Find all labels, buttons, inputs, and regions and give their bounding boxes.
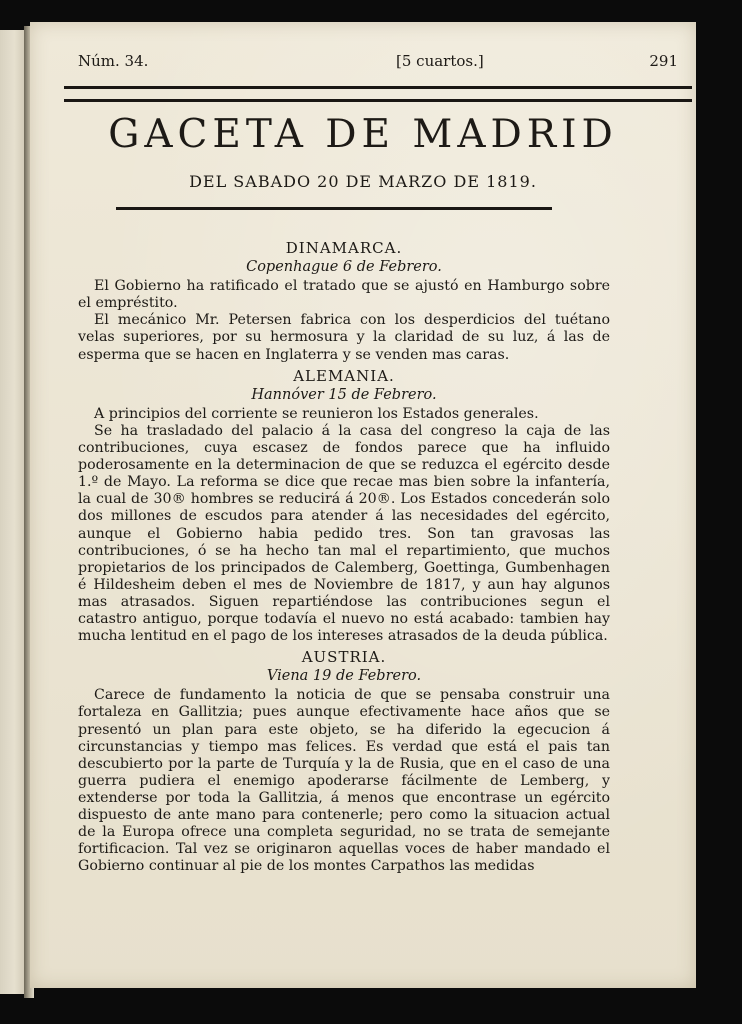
paragraph: A principios del corriente se reunieron los Estados generales. (94, 405, 539, 422)
section-heading: AUSTRIA. (301, 648, 387, 667)
paragraph: El Gobierno ha ratificado el tratado que se ajustó en Hamburgo sobre el empréstito. (78, 278, 610, 312)
issue-dateline: DEL SABADO 20 DE MARZO DE 1819. (189, 172, 537, 191)
rule-divider (116, 207, 552, 210)
issue-price: [5 cuartos.] (396, 52, 484, 70)
section-dateline: Viena 19 de Febrero. (266, 668, 422, 685)
paragraph: Carece de fundamento la noticia de que se pensaba construir una fortaleza en Gallitzia; pues aunque efectivamente hace años que se presentó un plan para este objeto, se ha diferido la egecucion á circunstancias y tiempo mas felices. Es verdad que está el pais tan descubierto por la parte de Turquía y la de Rusia, que en el caso de una guerra pudiera el enemigo apoderarse fácilmente de Lemberg, y extenderse por toda la Gallitzia, á menos que encontrase un egército dispuesto de ante mano para contenerle; pero como la situacion actual de la Europa ofrece una completa seguridad, no se trata de semejante fortificacion. Tal vez se originaron aquellas voces de haber mandado el Gobierno continuar al pie de los montes Carpathos las medidas (78, 687, 610, 875)
masthead-title: GACETA DE MADRID (108, 112, 618, 157)
paragraph: El mecánico Mr. Petersen fabrica con los desperdicios del tuétano velas superiores, por su hermosura y la claridad de su luz, á las de esperma que se hacen en Inglaterra y se venden mas caras. (78, 312, 610, 363)
paragraph: Se ha trasladado del palacio á la casa del congreso la caja de las contribuciones, cuya escasez de fondos parece que ha influido poderosamente en la determinacion de que se reduzca el egército desde 1.º de Mayo. La reforma se dice que recae mas bien sobre la infantería, la cual de 30® hombres se reducirá á 20®. Los Estados concederán solo dos millones de escudos para atender á las necesidades del egército, aunque el Gobierno habia pedido tres. Son tan gravosas las contribuciones, ó se ha hecho tan mal el repartimiento, que muchos propietarios de los principados de Calemberg, Goettinga, Gumbenhagen é Hildesheim deben el mes de Noviembre de 1817, y aun hay algunos mas atrasados. Siguen repartiéndose las contribuciones segun el catastro antiguo, porque todavía el nuevo no está acabado: tambien hay mucha lentitud en el pago de los intereses atrasados de la deuda pública. (78, 422, 610, 645)
article-body (78, 236, 610, 875)
section-austria (78, 649, 610, 875)
issue-number: Núm. 34. (78, 52, 149, 70)
section-dateline: Hannóver 15 de Febrero. (251, 386, 437, 403)
facing-page-edge (0, 30, 27, 994)
double-rule-divider (64, 86, 692, 102)
section-alemania (78, 368, 610, 646)
page-number: 291 (649, 52, 678, 70)
section-dinamarca (78, 240, 610, 364)
newspaper-page (30, 22, 696, 988)
section-dateline: Copenhague 6 de Febrero. (246, 259, 442, 276)
section-heading: DINAMARCA. (285, 239, 403, 257)
section-heading: ALEMANIA. (293, 366, 395, 385)
